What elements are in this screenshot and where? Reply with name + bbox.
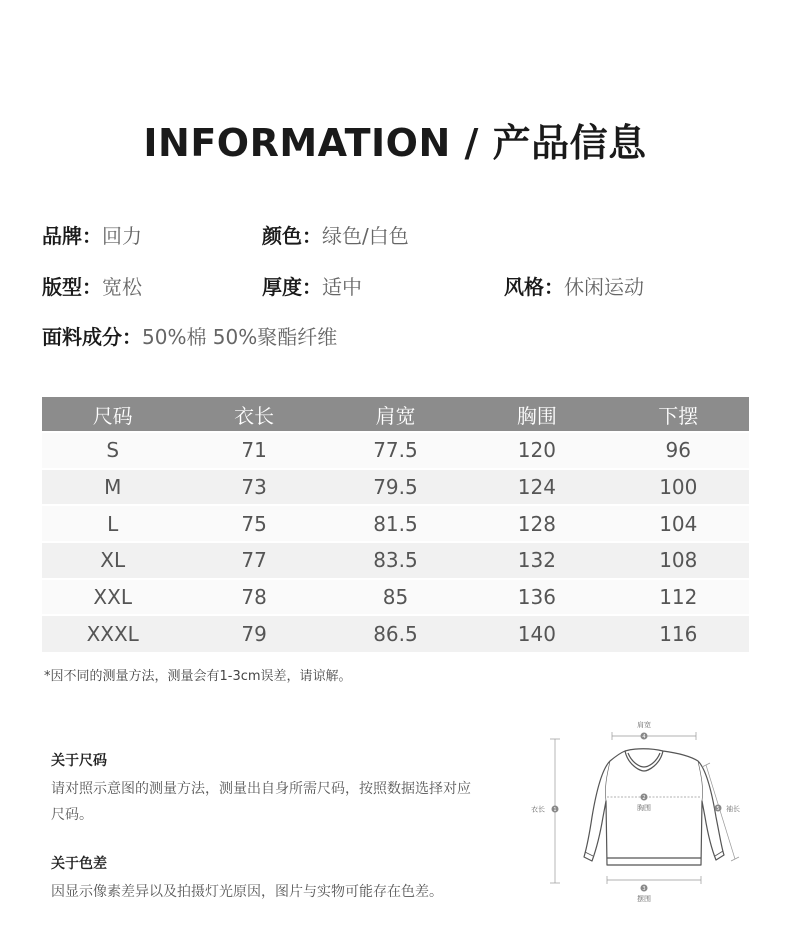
attr-style [504, 271, 644, 300]
about-size-text: 请对照示意图的测量方法，测量出自身所需尺码，按照数据选择对应尺码。 [51, 781, 471, 823]
shoulder-measure-line [612, 720, 696, 740]
attr-color [262, 220, 409, 249]
table-cell: 83.5 [325, 542, 466, 579]
table-cell: 77.5 [325, 432, 466, 469]
attr-fabric-key: 面料成分： [42, 325, 142, 349]
page-title: INFORMATION / 产品信息 [143, 121, 647, 165]
measurement-diagram [520, 715, 760, 910]
table-cell: 86.5 [325, 615, 466, 652]
table-cell: 75 [183, 505, 324, 542]
table-row [42, 542, 749, 579]
attr-thickness-key: 厚度： [262, 275, 322, 299]
shoulder-marker: 4 [642, 734, 646, 741]
table-row [42, 579, 749, 616]
table-cell: 128 [466, 505, 607, 542]
table-cell: 112 [608, 579, 749, 616]
hem-label: 摆围 [637, 895, 651, 903]
attr-fit-value: 宽松 [102, 275, 142, 299]
sleeve-marker: 5 [716, 806, 720, 813]
table-cell: XL [42, 542, 183, 579]
header-shoulder: 肩宽 [325, 397, 466, 432]
size-table [42, 397, 749, 652]
hem-marker: 3 [642, 886, 646, 893]
table-cell: 79 [183, 615, 324, 652]
table-cell: 116 [608, 615, 749, 652]
about-color-text: 因显示像素差异以及拍摄灯光原因，图片与实物可能存在色差。 [51, 884, 443, 900]
table-cell: 85 [325, 579, 466, 616]
chest-marker: 2 [642, 795, 646, 802]
size-table-header [42, 397, 749, 432]
attr-fabric-value: 50%棉 50%聚酯纤维 [142, 325, 338, 349]
header-chest: 胸围 [466, 397, 607, 432]
attr-style-value: 休闲运动 [564, 275, 644, 299]
table-cell: XXXL [42, 615, 183, 652]
table-cell: 77 [183, 542, 324, 579]
attr-thickness [262, 271, 362, 300]
table-row [42, 615, 749, 652]
table-cell: 96 [608, 432, 749, 469]
attr-brand-value: 回力 [102, 224, 142, 248]
chest-measure-line [607, 794, 701, 813]
attr-fit [42, 271, 142, 300]
attr-style-key: 风格： [504, 275, 564, 299]
table-cell: 81.5 [325, 505, 466, 542]
table-row [42, 505, 749, 542]
shoulder-label: 肩宽 [637, 721, 651, 729]
attr-color-key: 颜色： [262, 224, 322, 248]
table-cell: M [42, 469, 183, 506]
table-cell: 71 [183, 432, 324, 469]
chest-label: 胸围 [637, 804, 651, 812]
table-cell: 108 [608, 542, 749, 579]
attr-color-value: 绿色/白色 [322, 224, 409, 248]
table-cell: 132 [466, 542, 607, 579]
table-cell: 120 [466, 432, 607, 469]
length-label: 衣长 [531, 805, 545, 814]
sleeve-measure-line [702, 763, 740, 861]
table-cell: 100 [608, 469, 749, 506]
length-marker: 1 [553, 807, 557, 814]
sleeve-label: 袖长 [726, 805, 740, 813]
table-cell: XXL [42, 579, 183, 616]
table-row [42, 432, 749, 469]
table-cell: 78 [183, 579, 324, 616]
table-cell: 73 [183, 469, 324, 506]
header-size: 尺码 [42, 397, 183, 432]
header-hem: 下摆 [608, 397, 749, 432]
attr-brand [42, 220, 142, 249]
table-cell: 79.5 [325, 469, 466, 506]
attr-fit-key: 版型： [42, 275, 102, 299]
length-measure-line [531, 739, 560, 883]
table-cell: S [42, 432, 183, 469]
about-size-title: 关于尺码 [51, 753, 107, 769]
attr-brand-key: 品牌： [42, 224, 102, 248]
hem-measure-line [607, 876, 701, 903]
table-cell: L [42, 505, 183, 542]
header-length: 衣长 [183, 397, 324, 432]
table-row [42, 469, 749, 506]
table-cell: 104 [608, 505, 749, 542]
attr-fabric [42, 321, 337, 350]
about-color-title: 关于色差 [51, 856, 107, 872]
table-cell: 136 [466, 579, 607, 616]
measurement-note: *因不同的测量方法，测量会有1-3cm误差，请谅解。 [44, 669, 352, 684]
attr-thickness-value: 适中 [322, 275, 362, 299]
table-cell: 140 [466, 615, 607, 652]
table-cell: 124 [466, 469, 607, 506]
